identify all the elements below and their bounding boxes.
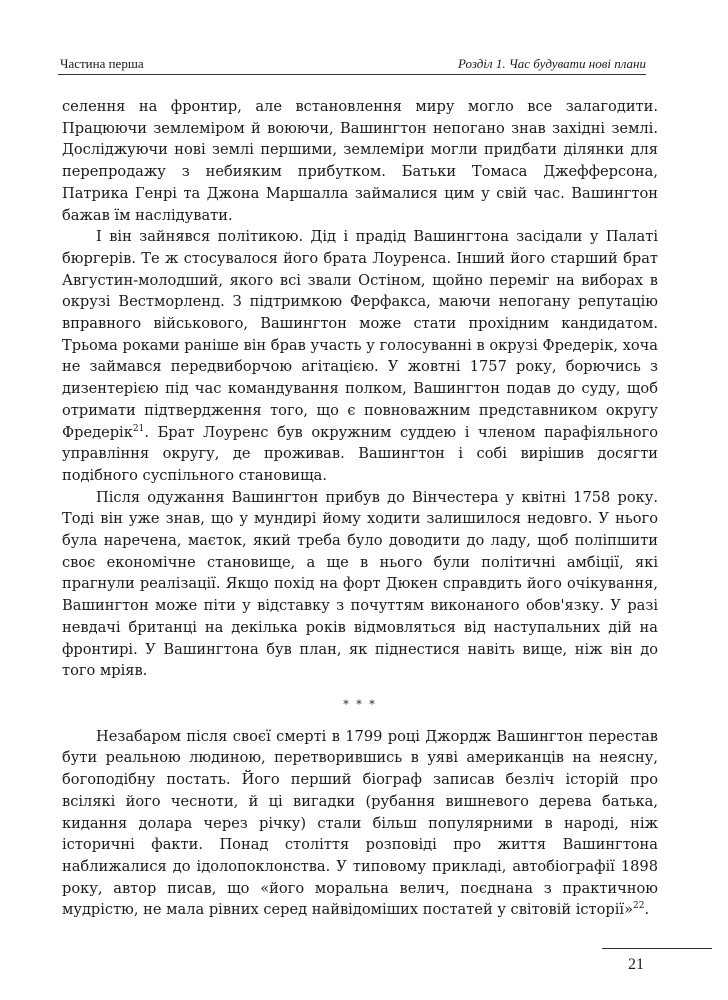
footnote-ref-21[interactable]: 21 (132, 423, 145, 434)
footnote-ref-22[interactable]: 22 (633, 901, 645, 912)
part-title: Частина перша (60, 56, 144, 71)
page-number: 21 (628, 956, 644, 973)
footer-rule (602, 948, 712, 949)
body-text (62, 96, 658, 921)
section-separator: * * * (343, 697, 377, 711)
paragraph-4: Незабаром після своєї смерті в 1799 році Джордж Вашингтон перестав бути реальною людиною, перетворившись в уяві американців на неясну, богоподібну постать. Його перший біограф записав безліч історій про всілякі його чесноти, й ці вигадки (рубання вишневого дерева батька, кидання долара через річку) стали більш популярними в народі, ніж історичні факти. Понад століття розповіді про життя Вашингтона наближалися до ідолопоклонства. У типовому прикладі, автобіографії 1898 року, автор писав, що «його моральна велич, поєднана з практичною мудрістю, не мала рівних серед найвідоміших постатей у світовій історії»$^{22}$. (62, 727, 658, 919)
paragraph-3: Після одужання Вашингтон прибув до Вінчестера у квітні 1758 року. Тоді він уже знав, що у мундирі йому ходити залишилося недовго. У нього була наречена, маєток, який треба було доводити до ладу, щоб поліпшити своє економічне становище, а ще в нього були політичні амбіції, які прагнули реалізації. Якщо похід на форт Дюкен справдить його очікування, Вашингтон може піти у відставку з почуттям виконаного обов'язку. У разі невдачі британці на декілька років відмовляться від наступальних дій на фронтирі. У Вашингтона був план, як піднестися навіть вище, ніж він до того мріяв. (62, 488, 658, 680)
paragraph-2: І він зайнявся політикою. Дід і прадід Вашингтона засідали у Палаті бюргерів. Те ж стосувалося його брата Лоуренса. Інший його старший брат Августин-молодший, якого всі звали Остіном, щойно переміг на виборах в окрузі Вестморленд. З підтримкою Ферфакса, маючи непогану репутацію вправного військового, Вашингтон може стати прохідним кандидатом. Трьома роками раніше він брав участь у голосуванні в окрузі Фредерік, хоча не займався передвиборчою агітацією. У жовтні 1757 року, борючись з дизентерією під час командування полком, Вашингтон подав до суду, щоб отримати підтвердження того, що є повноважним представником округу Фредерік$^{21}$. Брат Лоуренс був окружним суддею і членом парафіяльного управління округу, де проживав. Вашингтон і собі вирішив досягти подібного суспільного становища. (62, 228, 658, 484)
chapter-title: Розділ 1. Час будувати нові плани (458, 56, 646, 71)
paragraph-1: селення на фронтир, але встановлення миру могло все залагодити. Працюючи землеміром й воюючи, Вашингтон непогано знав західні землі. Досліджуючи нові землі першими, землеміри могли придбати ділянки для перепродажу з небияким прибутком. Батьки Томаса Джефферсона, Патрика Генрі та Джона Маршалла займалися цим у свій час. Вашингтон бажав їм наслідувати. (62, 98, 658, 224)
running-header (60, 56, 646, 74)
header-rule (58, 74, 646, 75)
